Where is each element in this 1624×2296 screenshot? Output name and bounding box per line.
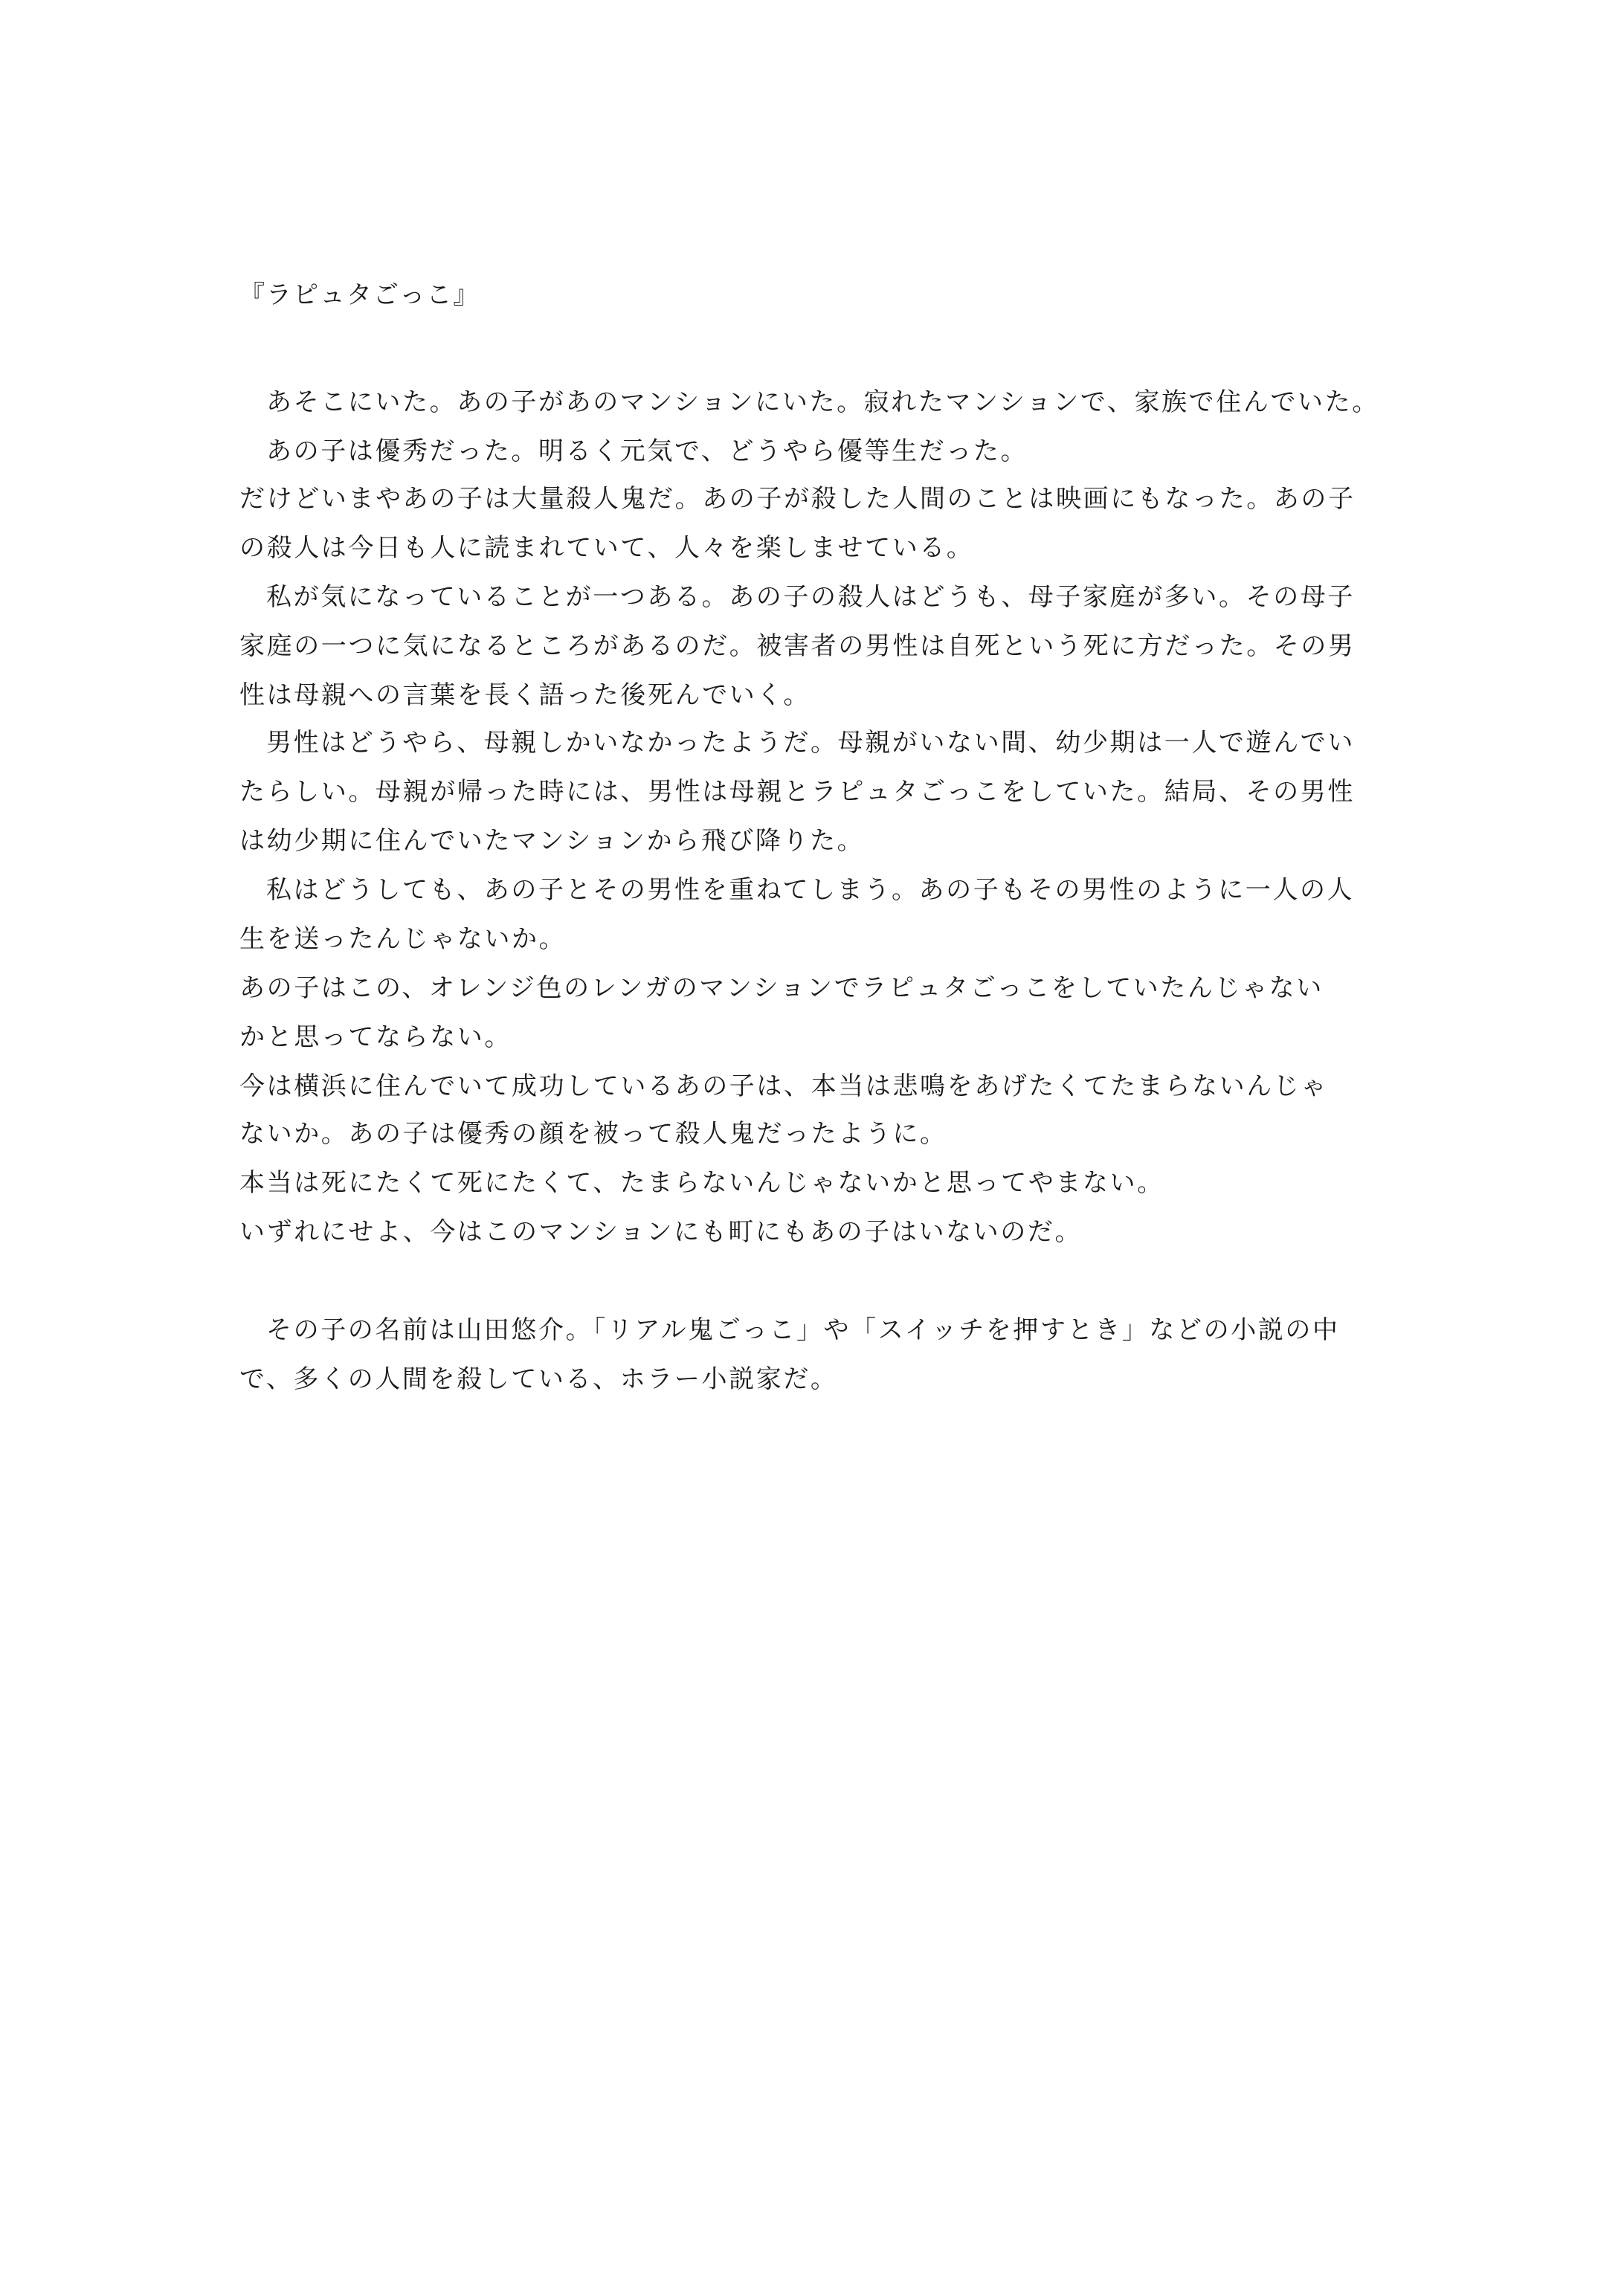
text-line-20: で、多くの人間を殺している、ホラー小説家だ。 [239, 1364, 838, 1394]
text-line-18: いずれにせよ、今はこのマンションにも町にもあの子はいないのだ。 [239, 1217, 1083, 1247]
text-line-9: たらしい。母親が帰った時には、男性は母親とラピュタごっこをしていた。結局、その男性 [239, 777, 1355, 807]
text-line-11: 私はどうしても、あの子とその男性を重ねてしまう。あの子もその男性のように一人の人 [266, 875, 1355, 905]
text-line-7: 性は母親への言葉を長く語った後死んでいく。 [239, 680, 811, 710]
text-line-4: の殺人は今日も人に読まれていて、人々を楽しませている。 [239, 533, 974, 563]
text-line-8: 男性はどうやら、母親しかいなかったようだ。母親がいない間、幼少期は一人で遊んでい [266, 728, 1355, 758]
text-line-6: 家庭の一つに気になるところがあるのだ。被害者の男性は自死という死に方だった。その男 [239, 631, 1356, 661]
text-line-14: かと思ってならない。 [239, 1022, 512, 1052]
text-line-13: あの子はこの、オレンジ色のレンガのマンションでラピュタごっこをしていたんじゃない [239, 973, 1324, 1003]
text-line-17: 本当は死にたくて死にたくて、たまらないんじゃないかと思ってやまない。 [239, 1168, 1164, 1198]
text-line-10: は幼少期に住んでいたマンションから飛び降りた。 [239, 826, 865, 856]
text-line-1: あそこにいた。あの子があのマンションにいた。寂れたマンションで、家族で住んでいた。 [266, 387, 1379, 417]
text-line-16: ないか。あの子は優秀の顔を被って殺人鬼だったように。 [239, 1119, 947, 1149]
text-line-2: あの子は優秀だった。明るく元気で、どうやら優等生だった。 [266, 436, 1028, 466]
text-line-15: 今は横浜に住んでいて成功しているあの子は、本当は悲鳴をあげたくてたまらないんじゃ [239, 1071, 1328, 1101]
text-line-12: 生を送ったんじゃないか。 [239, 924, 567, 954]
text-line-19: その子の名前は山田悠介。「リアル鬼ごっこ」や「スイッチを押すとき」などの小説の中 [266, 1315, 1340, 1345]
text-line-5: 私が気になっていることが一つある。あの子の殺人はどうも、母子家庭が多い。その母子 [266, 582, 1355, 612]
text-line-3: だけどいまやあの子は大量殺人鬼だ。あの子が殺した人間のことは映画にもなった。あの子 [239, 484, 1356, 514]
document-title: 『ラピュタごっこ』 [239, 280, 480, 310]
